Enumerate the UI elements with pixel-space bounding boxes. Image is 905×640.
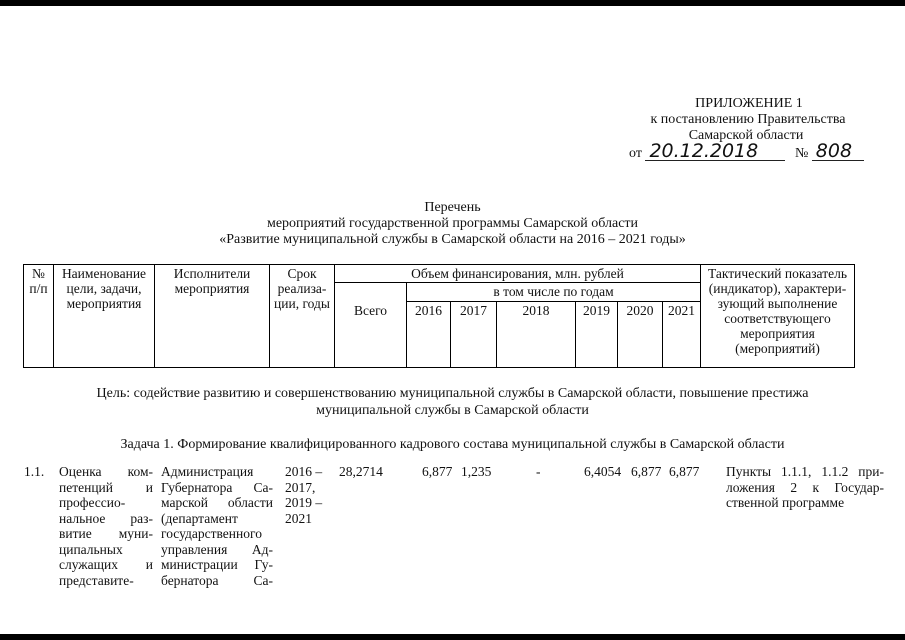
appendix-region: Самарской области: [688, 128, 804, 143]
bottom-border: [0, 634, 905, 640]
indicator-line: ственной программе: [726, 495, 845, 510]
doc-subtitle: мероприятий государственной программы Самарской области: [266, 216, 639, 231]
term-line: 2021: [285, 510, 312, 526]
year-2016-header: 2016: [407, 302, 451, 368]
executor-line: Губернатора Са-: [161, 479, 273, 495]
term-line: 2016 –: [285, 464, 323, 479]
col-total-header: Всего: [335, 283, 407, 368]
term-line: 2019 –: [285, 495, 323, 510]
appendix-resolution: к постановлению Правительства: [650, 112, 846, 127]
year-2018-header: 2018: [497, 302, 576, 368]
row-2020-value: 6,877: [631, 464, 662, 479]
row-2018-value: -: [536, 464, 541, 479]
doc-title: Перечень: [424, 200, 481, 215]
row-2019-value: 6,4054: [584, 464, 622, 479]
col-by-years-header: в том числе по годам: [407, 283, 701, 302]
row-number: 1.1.: [24, 464, 45, 479]
row-measure-name: [59, 464, 153, 588]
row-total: 28,2714: [339, 464, 383, 479]
measure-name-line: профессио-: [59, 495, 126, 510]
measures-table-header: [23, 264, 855, 368]
executor-line: управления Ад-: [161, 541, 273, 557]
measure-name-line: нальное раз-: [59, 510, 153, 526]
col-finance-header: Объем финансирования, млн. рублей: [335, 265, 701, 283]
col-indicator-header: Тактический показатель (индикатор), характери-зующий выполнение соответствующего мероприятия (мероприятий): [701, 265, 855, 368]
measure-name-line: петенций и: [59, 479, 153, 495]
row-2016-value: 6,877: [422, 464, 453, 479]
goal-line-1: Цель: содействие развитию и совершенствованию муниципальной службы в Самарской области, повышение престижа: [96, 386, 809, 401]
measure-name-line: служащих и: [59, 557, 153, 572]
executor-line: марской области: [161, 495, 273, 510]
row-executors: [161, 464, 273, 588]
col-num-header: № п/п: [24, 265, 54, 368]
row-2021-value: 6,877: [669, 464, 700, 479]
date-prefix: от: [629, 146, 642, 161]
measure-name-line: представите-: [59, 572, 134, 588]
executor-line: министрации Гу-: [161, 557, 273, 572]
appendix-date-line: [629, 142, 864, 162]
top-border: [0, 0, 905, 6]
executor-line: бернатора Са-: [161, 572, 273, 588]
handwritten-number: 808: [812, 142, 864, 161]
appendix-title: ПРИЛОЖЕНИЕ 1: [695, 96, 803, 111]
task-1: Задача 1. Формирование квалифицированного кадрового состава муниципальной службы в Самарской области: [120, 437, 785, 452]
executor-line: государственного: [161, 526, 262, 541]
indicator-line: Пункты 1.1.1, 1.1.2 при-: [726, 464, 884, 479]
year-2021-header: 2021: [663, 302, 701, 368]
measure-name-line: ципальных: [59, 541, 123, 557]
row-2017-value: 1,235: [461, 464, 492, 479]
row-indicator: [726, 464, 884, 511]
number-prefix: №: [794, 146, 809, 161]
year-2017-header: 2017: [451, 302, 497, 368]
goal-line-2: муниципальной службы в Самарской области: [316, 403, 589, 418]
executor-line: (департамент: [161, 510, 238, 526]
year-2020-header: 2020: [618, 302, 663, 368]
col-exec-header: Исполнители мероприятия: [155, 265, 270, 368]
measure-name-line: Оценка ком-: [59, 464, 153, 479]
row-term: [285, 464, 335, 526]
col-term-header: Срок реализа-ции, годы: [270, 265, 335, 368]
executor-line: Администрация: [161, 464, 254, 479]
term-line: 2017,: [285, 479, 316, 495]
appendix-block: [560, 96, 900, 144]
year-2019-header: 2019: [576, 302, 618, 368]
doc-program-name: «Развитие муниципальной службы в Самарской области на 2016 – 2021 годы»: [219, 232, 686, 247]
measure-name-line: витие муни-: [59, 526, 153, 541]
handwritten-date: 20.12.2018: [645, 142, 785, 161]
indicator-line: ложения 2 к Государ-: [726, 479, 884, 495]
col-name-header: Наименование цели, задачи, мероприятия: [54, 265, 155, 368]
